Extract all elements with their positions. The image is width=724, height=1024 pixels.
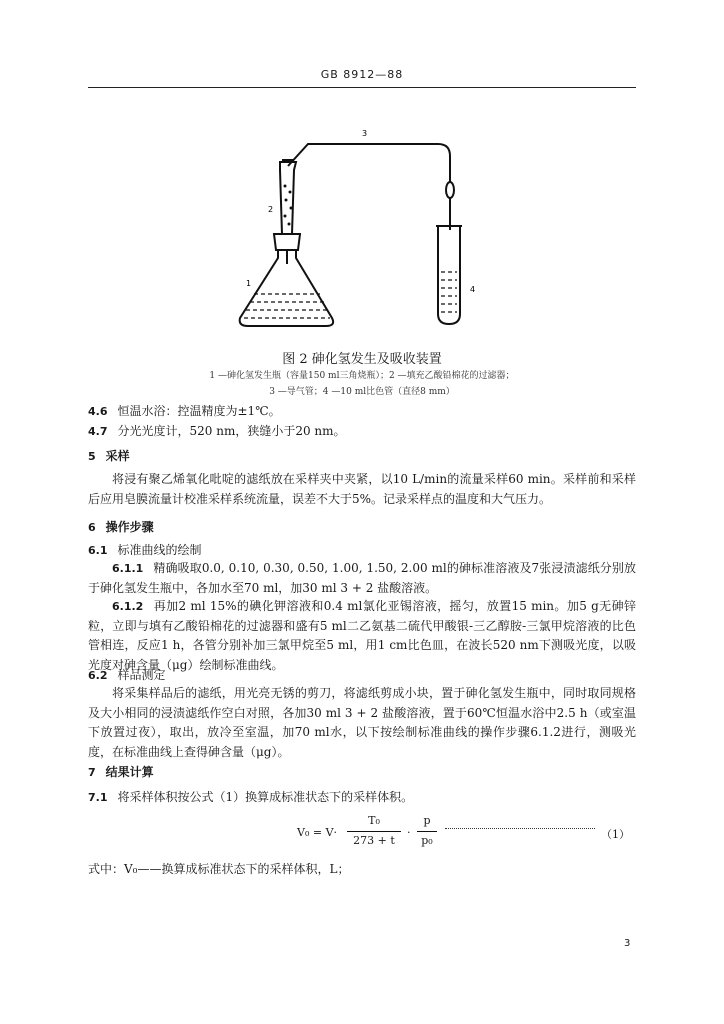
document-code: GB 8912—88 bbox=[320, 68, 404, 81]
clause-number: 4.6 bbox=[88, 405, 108, 418]
section-heading-6 bbox=[88, 518, 636, 537]
section-number: 7 bbox=[88, 766, 96, 779]
subsection-heading-6-2 bbox=[88, 666, 636, 685]
clause-body: 再加2 ml 15%的碘化钾溶液和0.4 ml氯化亚锡溶液，摇匀，放置15 min。加5 g无砷锌粒，立即与填有乙酸铅棉花的过滤器和盛有5 ml二乙氨基二硫代甲酸银-三乙醇胺-三氯甲烷溶液的比色管相连，反应1 h，各管分别补加三氯甲烷至5 ml，用1 cm比色皿，在波长520 nm下测吸光度，以吸光度对砷含量（μg）绘制标准曲线。 bbox=[88, 599, 636, 672]
subsection-number: 6.1 bbox=[88, 544, 108, 557]
section-title: 采样 bbox=[105, 449, 130, 463]
formula-lhs: V₀ = V· bbox=[297, 826, 338, 839]
section-title: 结果计算 bbox=[105, 765, 154, 779]
fraction-bar bbox=[347, 831, 401, 832]
section-5-body: 将浸有聚乙烯氧化吡啶的滤纸放在采样夹中夹紧，以10 L/min的流量采样60 min。采样前和采样后应用皂膜流量计校准采样系统流量，误差不大于5%。记录采样点的温度和大气压力。 bbox=[88, 472, 636, 506]
clause-text: 恒温水浴：控温精度为±1℃。 bbox=[117, 404, 281, 418]
formula-numerator: T₀ bbox=[368, 814, 380, 827]
clause-number: 7.1 bbox=[88, 791, 108, 804]
subsection-heading-6-1 bbox=[88, 541, 636, 560]
formula-numerator: p bbox=[423, 814, 431, 827]
page-number: 3 bbox=[624, 938, 631, 949]
colorimetric-tube bbox=[438, 226, 460, 324]
clause-4-6 bbox=[88, 402, 636, 421]
figure-label-4: 4 bbox=[470, 285, 476, 294]
figure-legend-line: 3 —导气管；4 —10 ml比色管（直径8 mm） bbox=[269, 387, 455, 397]
flask-stopper bbox=[274, 234, 300, 250]
formula-dot: · bbox=[407, 826, 411, 839]
apparatus-figure bbox=[228, 122, 488, 344]
subsection-title: 样品测定 bbox=[117, 668, 166, 682]
figure-legend-line: 1 —砷化氢发生瓶（容量150 ml三角烧瓶）；2 —填充乙酸铅棉花的过滤器； bbox=[209, 371, 515, 381]
clause-text: 将采样体积按公式（1）换算成标准状态下的采样体积。 bbox=[117, 790, 414, 804]
figure-label-1: 1 bbox=[246, 279, 252, 288]
section-heading-5 bbox=[88, 447, 636, 466]
subsection-6-2-body: 将采集样品后的滤纸，用光亮无锈的剪刀，将滤纸剪成小块，置于砷化氢发生瓶中，同时取同规格及大小相同的浸渍滤纸作空白对照，各加30 ml 3 + 2 盐酸溶液，置于60℃恒温水浴中2.5 h（或室温下放置过夜），取出，放冷至室温，加70 ml水，以下按绘制标准曲线的操作步骤6.1.2进行，测吸光度，在标准曲线上查得砷含量（μg）。 bbox=[88, 686, 636, 759]
formula-denominator: p₀ bbox=[421, 834, 433, 847]
formula-1 bbox=[297, 814, 636, 854]
header-rule bbox=[88, 87, 636, 88]
subsection-number: 6.2 bbox=[88, 669, 108, 682]
clause-number: 6.1.1 bbox=[112, 562, 144, 575]
section-number: 5 bbox=[88, 450, 96, 463]
gas-tube bbox=[288, 144, 450, 182]
formula-leader-dots bbox=[445, 828, 595, 829]
formula-denominator: 273 + t bbox=[353, 834, 395, 847]
section-heading-7 bbox=[88, 763, 636, 782]
clause-7-1 bbox=[88, 788, 636, 807]
figure-label-2: 2 bbox=[268, 205, 274, 214]
clause-6-1-2 bbox=[88, 597, 636, 675]
equation-number: （1） bbox=[601, 828, 630, 841]
clause-text: 分光光度计，520 nm，狭缝小于20 nm。 bbox=[117, 424, 346, 438]
clause-6-1-1 bbox=[88, 559, 636, 598]
tube-bulb bbox=[446, 182, 454, 198]
clause-body: 精确吸取0.0, 0.10, 0.30, 0.50, 1.00, 1.50, 2.00 ml的砷标准溶液及7张浸渍滤纸分别放于砷化氢发生瓶中，各加水至70 ml，加30 ml 3 + 2 盐酸溶液。 bbox=[88, 561, 636, 595]
figure-caption: 图 2 砷化氢发生及吸收装置 bbox=[282, 352, 442, 367]
subsection-title: 标准曲线的绘制 bbox=[117, 543, 202, 557]
fraction-bar bbox=[417, 831, 437, 832]
section-number: 6 bbox=[88, 521, 96, 534]
section-title: 操作步骤 bbox=[105, 520, 154, 534]
clause-number: 6.1.2 bbox=[112, 600, 144, 613]
figure-label-3: 3 bbox=[362, 129, 368, 138]
clause-number: 4.7 bbox=[88, 425, 108, 438]
where-clause: 式中：V₀——换算成标准状态下的采样体积，L； bbox=[88, 862, 350, 876]
clause-4-7 bbox=[88, 422, 636, 441]
